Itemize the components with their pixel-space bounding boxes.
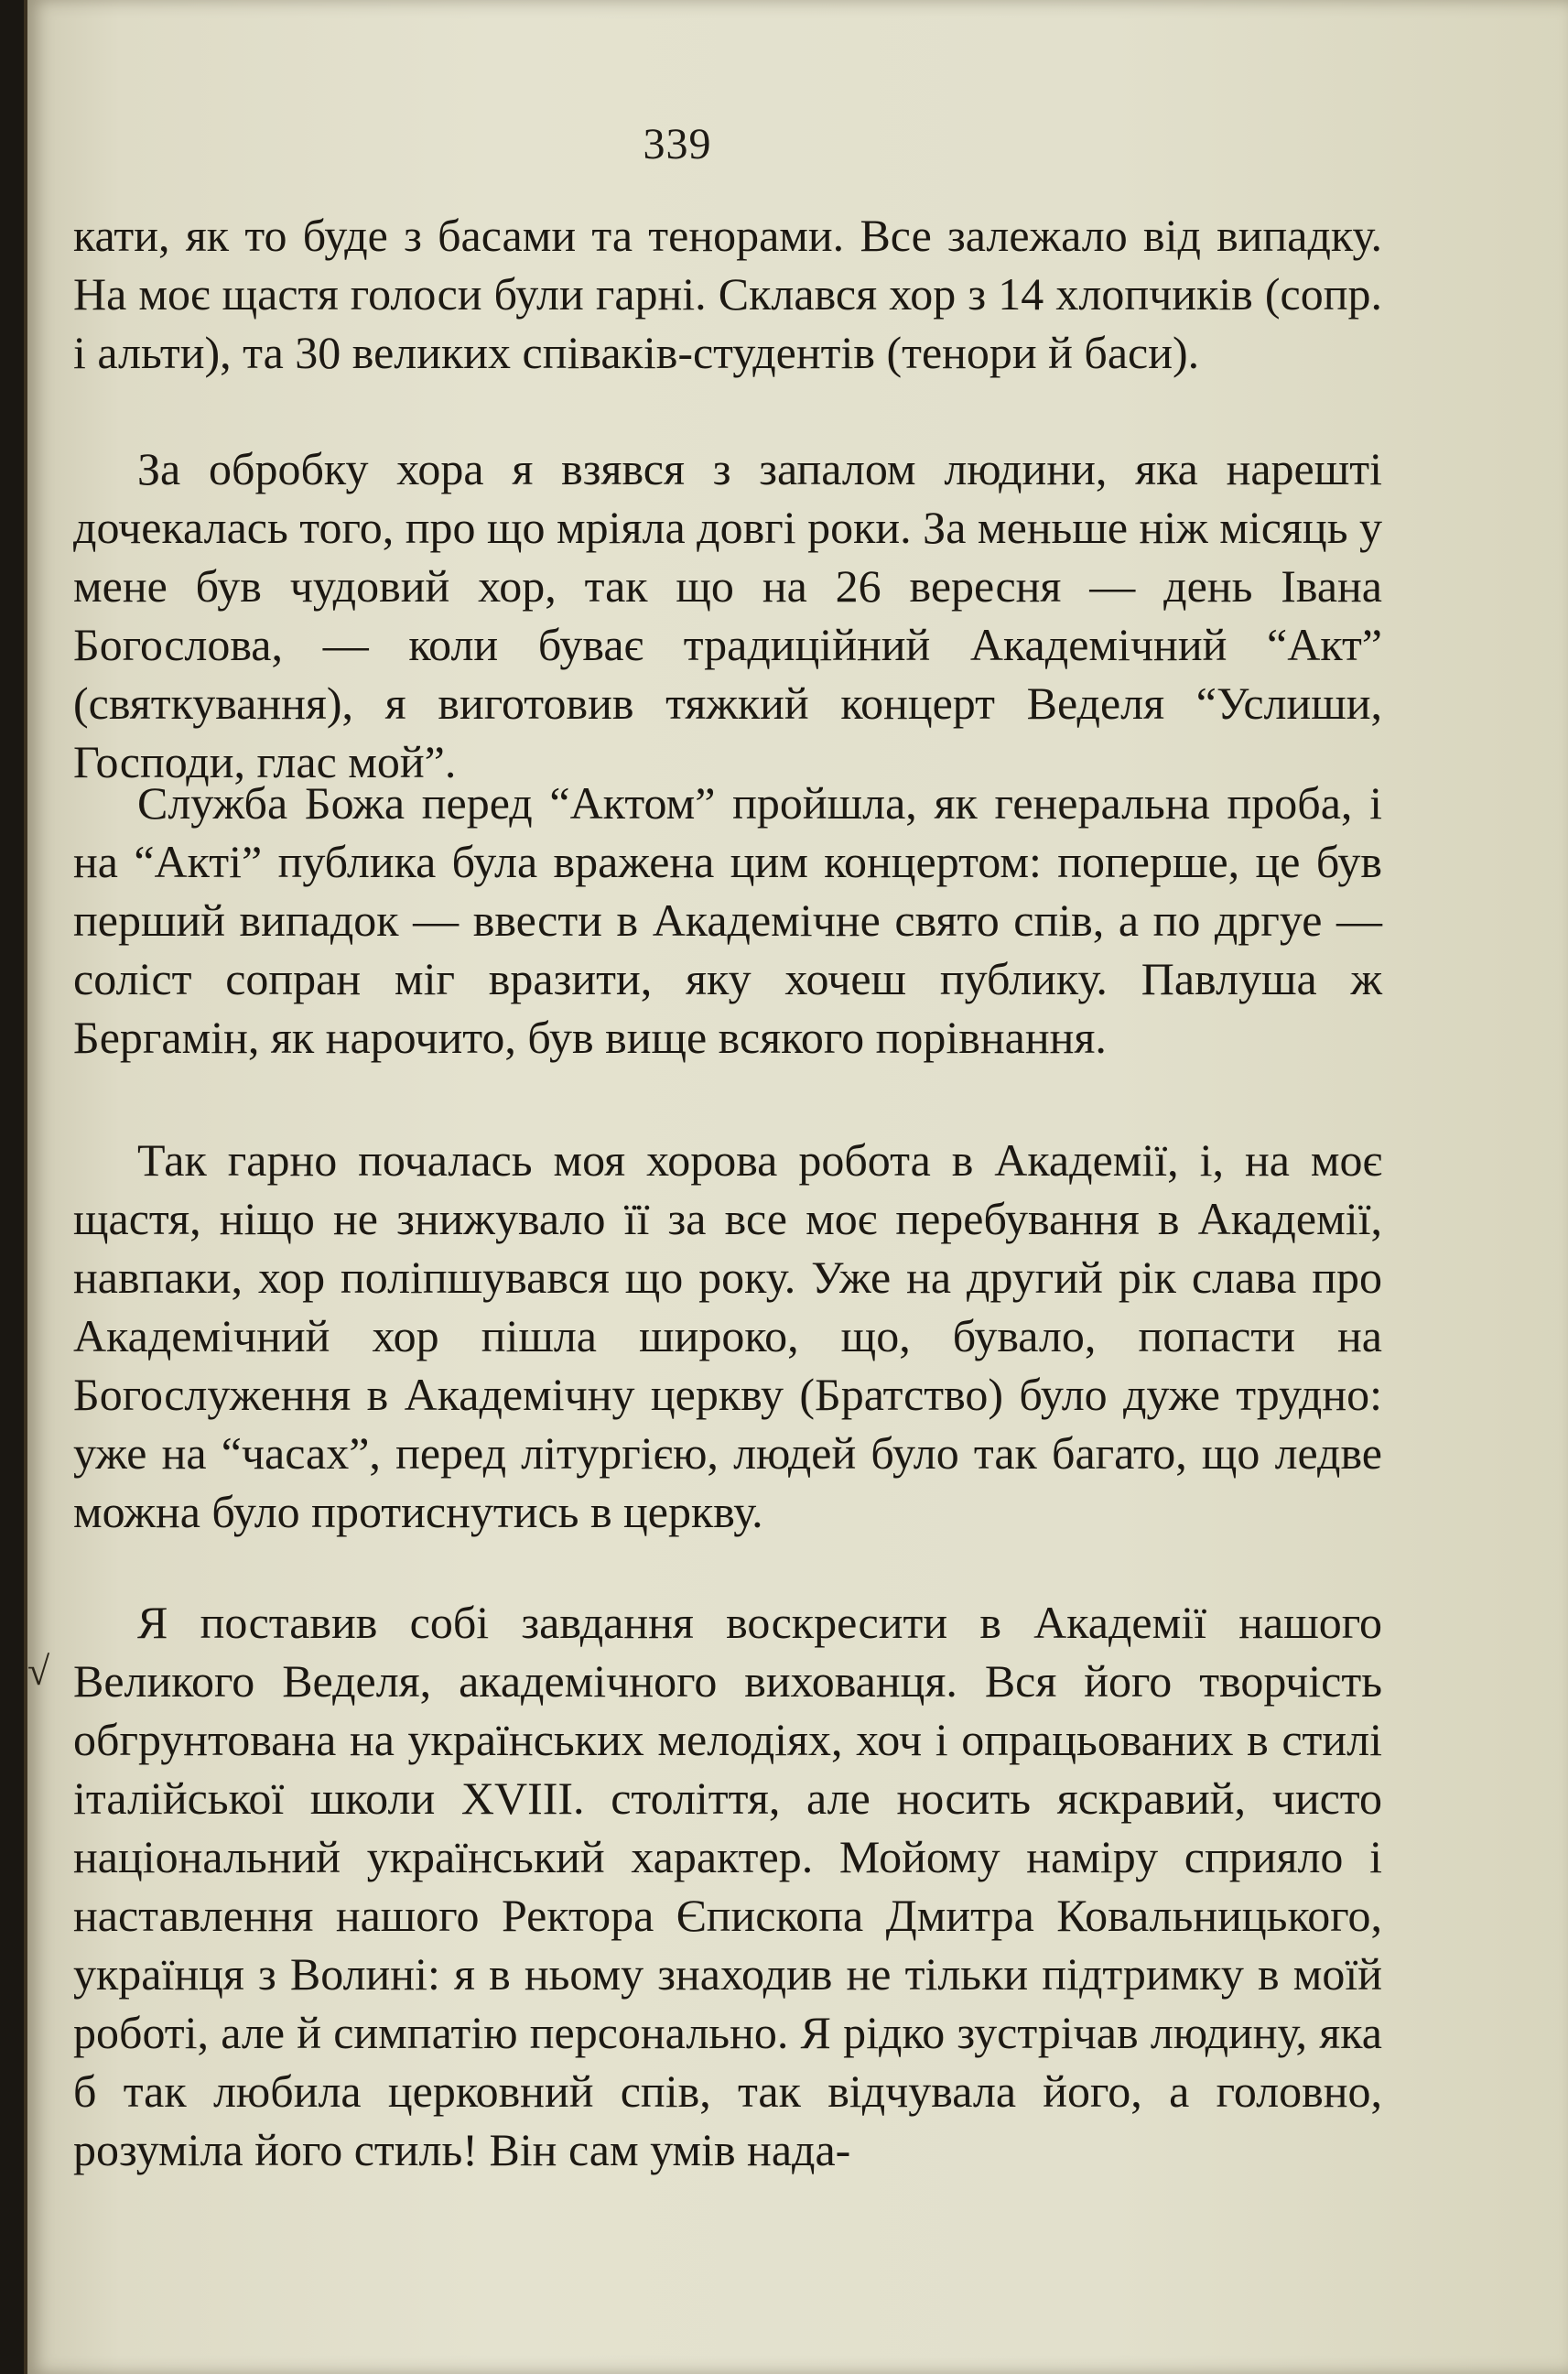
page-number: 339 [643, 120, 712, 168]
paragraph-text: За обробку хора я взявся з запалом людини, яка нарешті дочекалась того, про що мріяла довгі роки. За меньше ніж місяць у мене був чудовий хор, так що на 26 вересня — день Івана Богослова, — коли буває традиційний Академічний “Акт” (святкування), я виготовив тяжкий концерт Веделя “Услиши, Господи, глас мой”. [73, 443, 1382, 787]
paragraph-1 [73, 206, 1382, 382]
margin-check-mark: √ [27, 1649, 50, 1694]
paragraph-3 [73, 774, 1382, 1067]
paragraph-5 [73, 1593, 1382, 2179]
paragraph-text: Я поставив собі завдання воскресити в Академії нашого Великого Веделя, академічного вихованця. Вся його творчість обгрунтована на українських мелодіях, хоч і опрацьованих в стилі італійської школи XVIII. століття, але носить яскравий, чисто національний український характер. Мойому наміру сприяло і наставлення нашого Ректора Єпископа Дмитра Ковальницького, українця з Волині: я в ньому знаходив не тільки підтримку в моїй роботі, але й симпатію персонально. Я рідко зустрічав людину, яка б так любила церковний спів, так відчувала його, а головно, розуміла його стиль! Він сам умів нада- [73, 1597, 1382, 2175]
paragraph-text: Служба Божа перед “Актом” пройшла, як генеральна проба, і на “Акті” публика була вражена цим концертом: поперше, це був перший випадок — ввести в Академічне свято спів, а по дргуе — соліст сопран міг вразити, яку хочеш публику. Павлуша ж Бергамін, як нарочито, був вище всякого порівнання. [73, 777, 1382, 1063]
paragraph-4 [73, 1131, 1382, 1541]
paragraph-2 [73, 439, 1382, 791]
paragraph-text: кати, як то буде з басами та тенорами. Все залежало від випадку. На моє щастя голоси були гарні. Склався хор з 14 хлопчиків (сопр. і альти), та 30 великих співаків-студентів (тенори й баси). [73, 210, 1382, 378]
book-page [27, 0, 1568, 2374]
paragraph-text: Так гарно почалась моя хорова робота в Академії, і, на моє щастя, ніщо не знижувало її за все моє перебування в Академії, навпаки, хор поліпшувався що року. Уже на другий рік слава про Академічний хор пішла широко, що, бувало, попасти на Богослуження в Академічну церкву (Братство) було дуже трудно: уже на “часах”, перед літургією, людей було так багато, що ледве можна було протиснутись в церкву. [73, 1134, 1382, 1537]
